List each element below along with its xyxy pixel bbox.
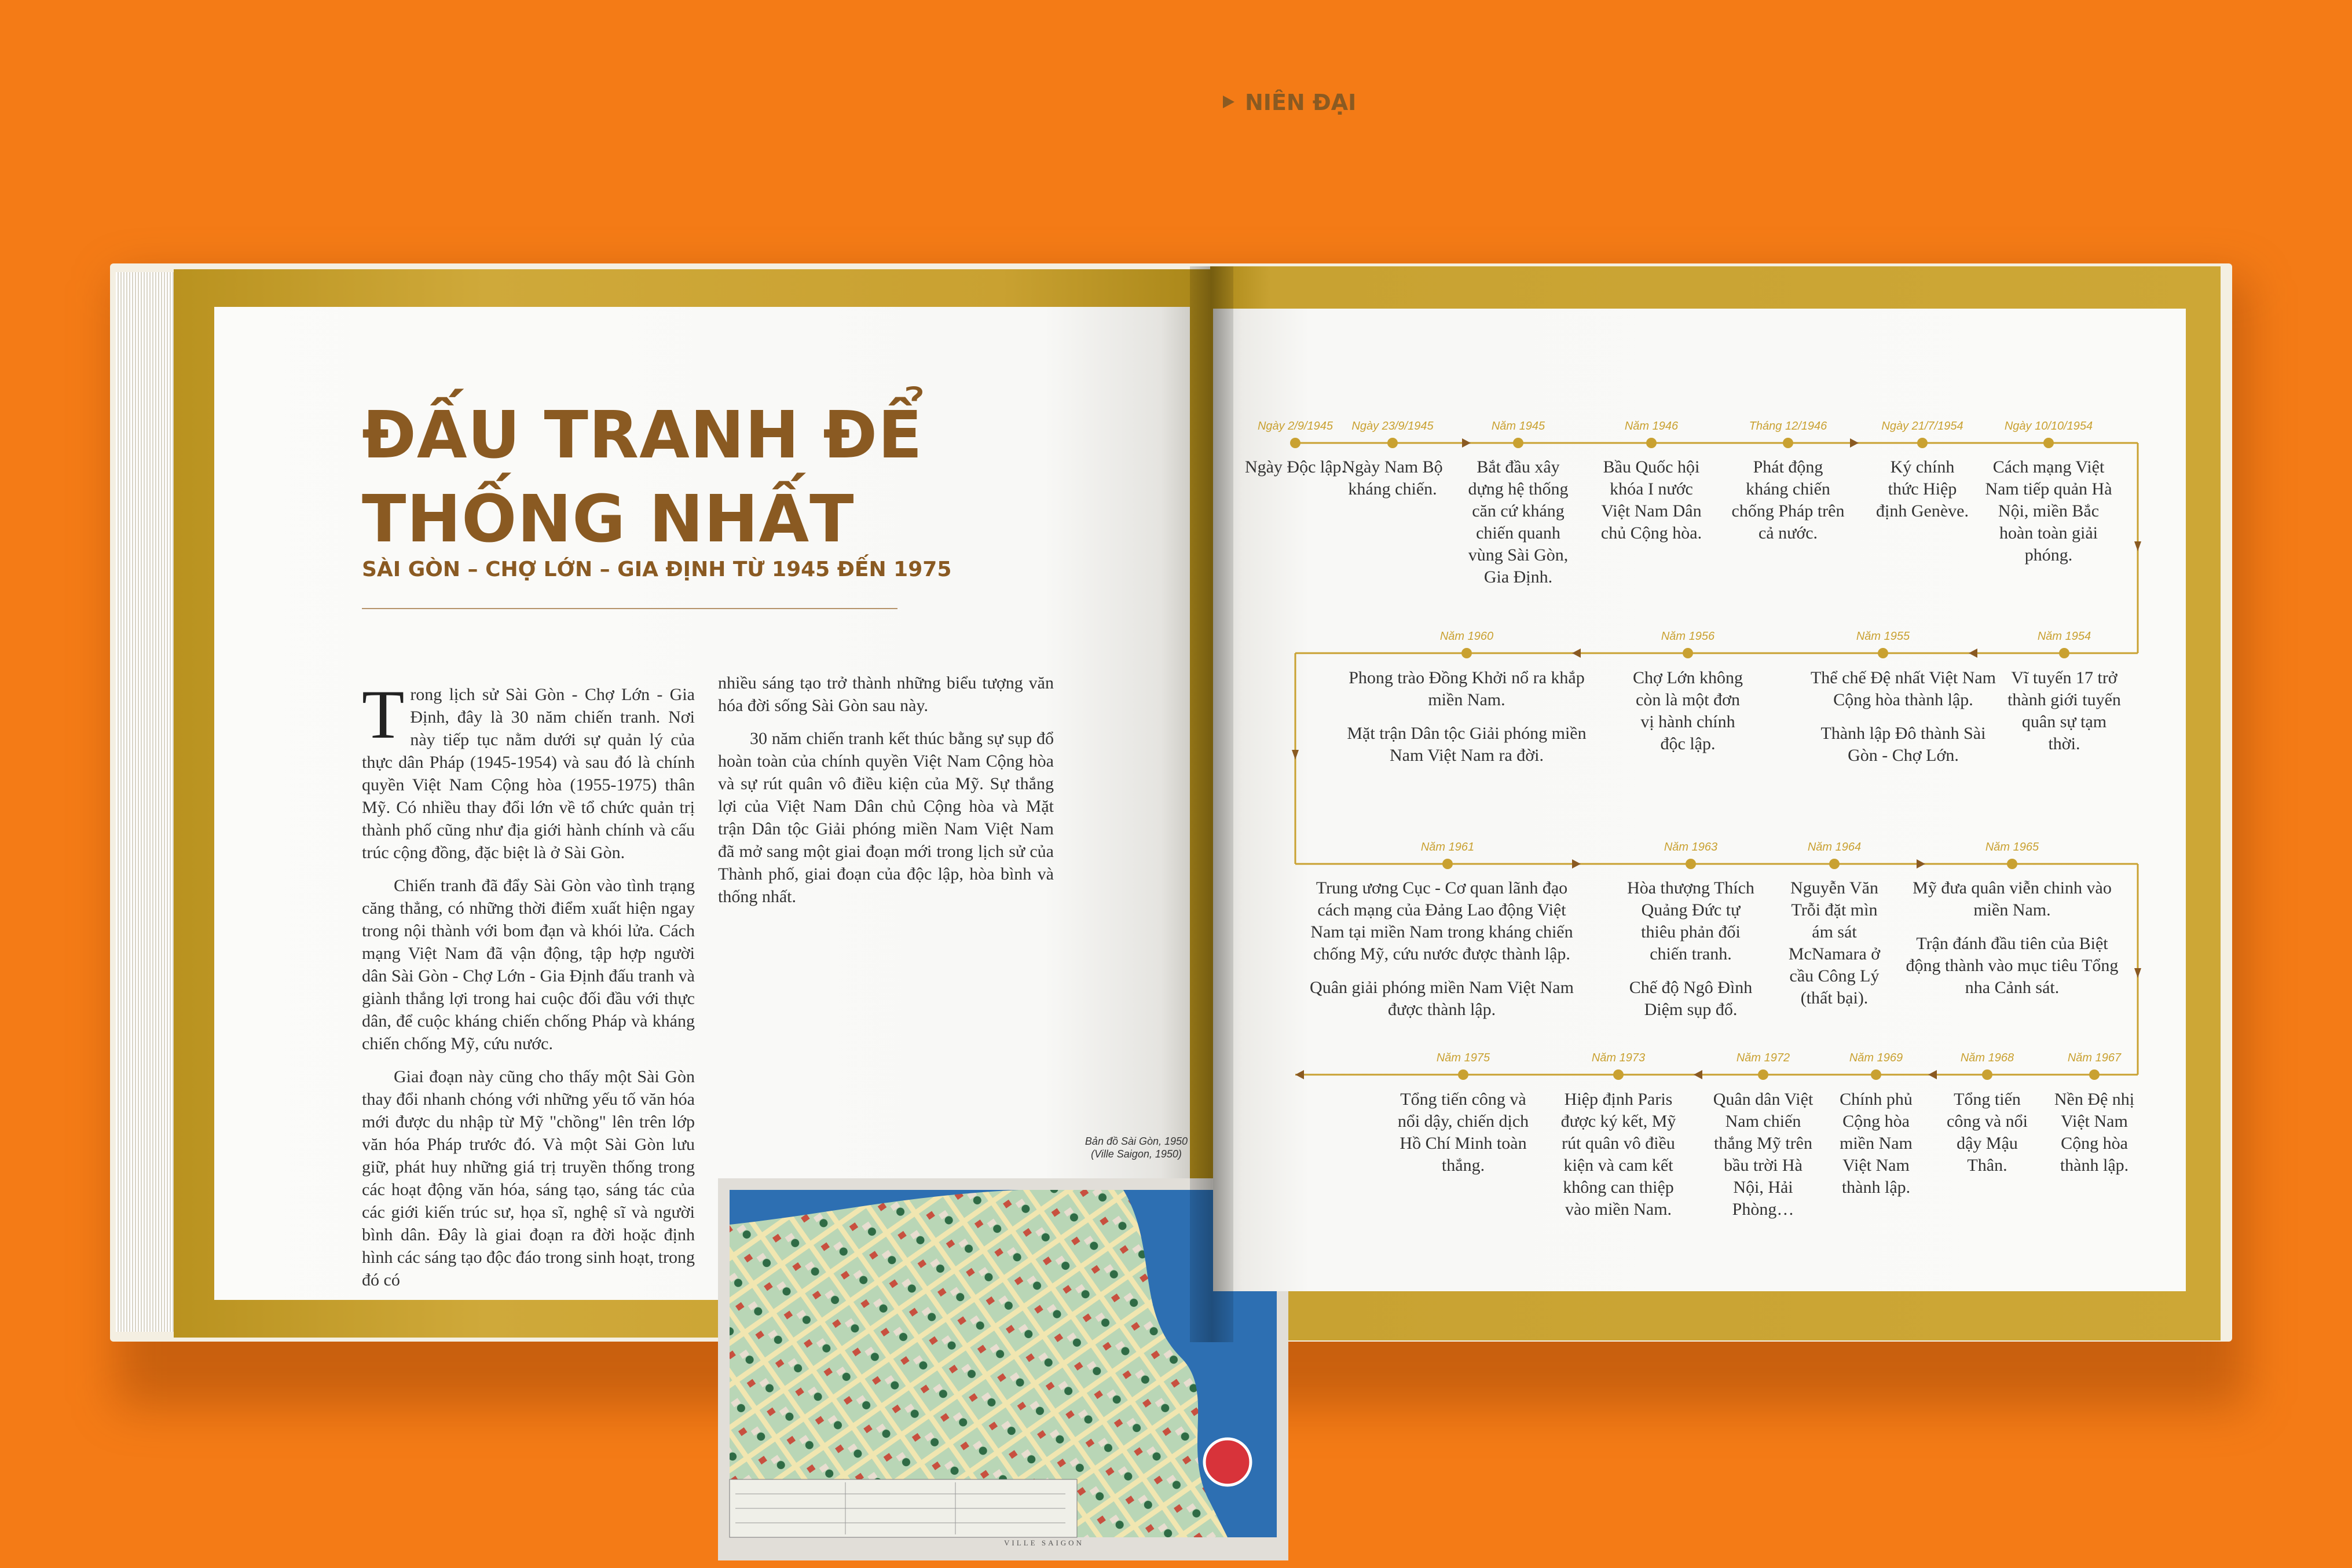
- event-date: Năm 1954: [2037, 630, 2091, 643]
- event-date: Năm 1960: [1439, 630, 1494, 643]
- event-date: Năm 1965: [1985, 841, 2039, 853]
- event-text: Tổng tiến công và nổi dậy Mậu Thân.: [1947, 1090, 2028, 1175]
- event-date: Năm 1973: [1591, 1052, 1646, 1064]
- event-text: Hiệp định Paris được ký kết, Mỹ rút quân vô điều kiện và cam kết không can thiệp vào miền Nam.: [1560, 1090, 1676, 1219]
- title-line-1: ĐẤU TRANH ĐỂ: [362, 398, 923, 473]
- event-text: Nguyễn Văn Trỗi đặt mìn ám sát McNamara ở cầu Công Lý (thất bại).: [1788, 878, 1881, 1008]
- map-caption-subtitle: (Ville Saigon, 1950): [1091, 1148, 1182, 1160]
- event-text: Ngày Nam Bộ kháng chiến.: [1342, 457, 1443, 499]
- event-date: Năm 1946: [1624, 420, 1679, 433]
- page-subtitle: SÀI GÒN – CHỢ LỚN – GIA ĐỊNH TỪ 1945 ĐẾN 1975: [362, 558, 952, 581]
- event-text-line: Chế độ Ngô Đình Diệm sụp đổ.: [1629, 978, 1753, 1019]
- event-text: Phát động kháng chiến chống Pháp trên cả nước.: [1731, 457, 1845, 543]
- title-line-2: THỐNG NHẤT: [362, 482, 855, 557]
- event-text: [1905, 877, 2119, 999]
- event-text-line: Mỹ đưa quân viễn chinh vào miền Nam.: [1913, 878, 2112, 919]
- paragraph-3: Giai đoạn này cũng cho thấy một Sài Gòn thay đổi nhanh chóng với những yếu tố văn hóa mới được du nhập từ Mỹ "chồng" lên trên lớp văn hóa Pháp trước đó. Và một Sài Gòn lưu giữ, phát huy những giá trị truyền thống trong các hoạt động văn hóa, sáng tạo, sáng tác của các giới kiến trúc sư, họa sĩ, nghệ sĩ và người bình dân. Đây là giai đoạn ra đời hoặc định hình các sáng tạo độc đáo trong sinh hoạt, trong đó có: [362, 1067, 695, 1289]
- event-text: Quân dân Việt Nam chiến thắng Mỹ trên bầu trời Hà Nội, Hải Phòng…: [1713, 1090, 1814, 1219]
- event-date: Năm 1961: [1420, 841, 1475, 853]
- event-date: Năm 1963: [1664, 841, 1718, 853]
- event-date: Năm 1955: [1856, 630, 1910, 643]
- paragraph-1-text: rong lịch sử Sài Gòn - Chợ Lớn - Gia Định, đây là 30 năm chiến tranh. Nơi này tiếp tục nằm dưới sự quản lý của thực dân Pháp (1945-1954) và sau đó là chính quyền Việt Nam Cộng hòa (1955-1975) thân Mỹ. Có nhiều thay đổi lớn về tổ chức quản trị thành phố cũng như địa giới hành chính và cấu trúc cộng đồng, đặc biệt là ở Sài Gòn.: [362, 685, 695, 862]
- event-text-line: Trung ương Cục - Cơ quan lãnh đạo cách mạng của Đảng Lao động Việt Nam tại miền Nam trong kháng chiến chống Mỹ, cứu nước được thành lập.: [1310, 878, 1573, 963]
- event-date: Ngày 2/9/1945: [1257, 420, 1333, 433]
- event-text-line: Trận đánh đầu tiên của Biệt động thành vào mục tiêu Tổng nha Cảnh sát.: [1906, 934, 2119, 997]
- event-text: [1300, 877, 1584, 1021]
- event-text: Chính phủ Cộng hòa miền Nam Việt Nam thành lập.: [1840, 1090, 1913, 1197]
- event-text: Nền Đệ nhị Việt Nam Cộng hòa thành lập.: [2054, 1090, 2135, 1175]
- event-text: Bầu Quốc hội khóa I nước Việt Nam Dân chủ Cộng hòa.: [1600, 457, 1702, 543]
- event-text-line: Phong trào Đồng Khởi nổ ra khắp miền Nam.: [1349, 668, 1585, 709]
- event-text: Cách mạng Việt Nam tiếp quản Hà Nội, miền Bắc hoàn toàn giải phóng.: [1985, 457, 2112, 565]
- timeline-heading: NIÊN ĐẠI: [1245, 90, 1357, 115]
- event-text-line: Hòa thượng Thích Quảng Đức tự thiêu phản đối chiến tranh.: [1627, 878, 1754, 963]
- event-date: Năm 1956: [1661, 630, 1715, 643]
- event-text: Tổng tiến công và nổi dậy, chiến dịch Hồ Chí Minh toàn thắng.: [1397, 1090, 1529, 1175]
- event-text-line: Quân giải phóng miền Nam Việt Nam được thành lập.: [1310, 978, 1574, 1019]
- event-date: Ngày 10/10/1954: [2004, 420, 2093, 433]
- event-date: Năm 1975: [1436, 1052, 1490, 1064]
- event-text-line: Thành lập Đô thành Sài Gòn - Chợ Lớn.: [1820, 724, 1986, 765]
- event-date: Năm 1945: [1491, 420, 1545, 433]
- event-text: [1624, 877, 1757, 1021]
- event-date: Năm 1969: [1849, 1052, 1903, 1064]
- paragraph-5: 30 năm chiến tranh kết thúc bằng sự sụp đổ hoàn toàn của chính quyền Việt Nam Cộng hòa và sự rút quân vô điều kiện của Mỹ. Sự thắng lợi của Việt Nam Dân chủ Cộng hòa và Mặt trận Dân tộc Giải phóng miền Nam Việt Nam đã mở sang một giai đoạn mới trong lịch sử của Thành phố, giai đoạn của độc lập, hòa bình và thống nhất.: [718, 729, 1054, 906]
- event-text: Chợ Lớn không còn là một đơn vị hành chính độc lập.: [1632, 668, 1743, 753]
- event-text: Ký chính thức Hiệp định Genève.: [1876, 457, 1969, 521]
- event-text: [1336, 667, 1597, 767]
- event-text-line: Mặt trận Dân tộc Giải phóng miền Nam Việt Nam ra đời.: [1347, 724, 1587, 765]
- event-date: Năm 1967: [2067, 1052, 2122, 1064]
- event-text: Vĩ tuyến 17 trở thành giới tuyến quân sự tạm thời.: [2007, 668, 2121, 753]
- map-label: VILLE SAIGON: [1004, 1538, 1084, 1547]
- event-text-line: Thể chế Đệ nhất Việt Nam Cộng hòa thành lập.: [1810, 668, 1996, 709]
- event-date: Năm 1972: [1736, 1052, 1790, 1064]
- event-text: [1805, 667, 2002, 767]
- event-date: Năm 1964: [1807, 841, 1862, 853]
- event-date: Ngày 23/9/1945: [1351, 420, 1434, 433]
- drop-cap: T: [362, 676, 405, 753]
- event-date: Ngày 21/7/1954: [1881, 420, 1963, 433]
- event-text: Ngày Độc lập.: [1244, 457, 1346, 477]
- paragraph-4: nhiều sáng tạo trở thành những biểu tượng văn hóa đời sống Sài Gòn sau này.: [718, 673, 1054, 715]
- event-date: Năm 1968: [1960, 1052, 2014, 1064]
- event-date: Tháng 12/1946: [1749, 420, 1827, 433]
- event-text: Bắt đầu xây dựng hệ thống căn cứ kháng chiến quanh vùng Sài Gòn, Gia Định.: [1468, 457, 1569, 587]
- map-caption-title: Bản đồ Sài Gòn, 1950: [1085, 1135, 1188, 1147]
- paragraph-2: Chiến tranh đã đẩy Sài Gòn vào tình trạng căng thẳng, có những thời điểm xuất hiện ngay trong nội thành với bom đạn và khói lửa. Cách mạng Việt Nam đã vận động, tập hợp người dân Sài Gòn - Chợ Lớn - Gia Định đấu tranh và giành thắng lợi trong hai cuộc đối đầu với thực dân, để cuộc kháng chiến chống Pháp và kháng chiến chống Mỹ, cứu nước.: [362, 876, 695, 1053]
